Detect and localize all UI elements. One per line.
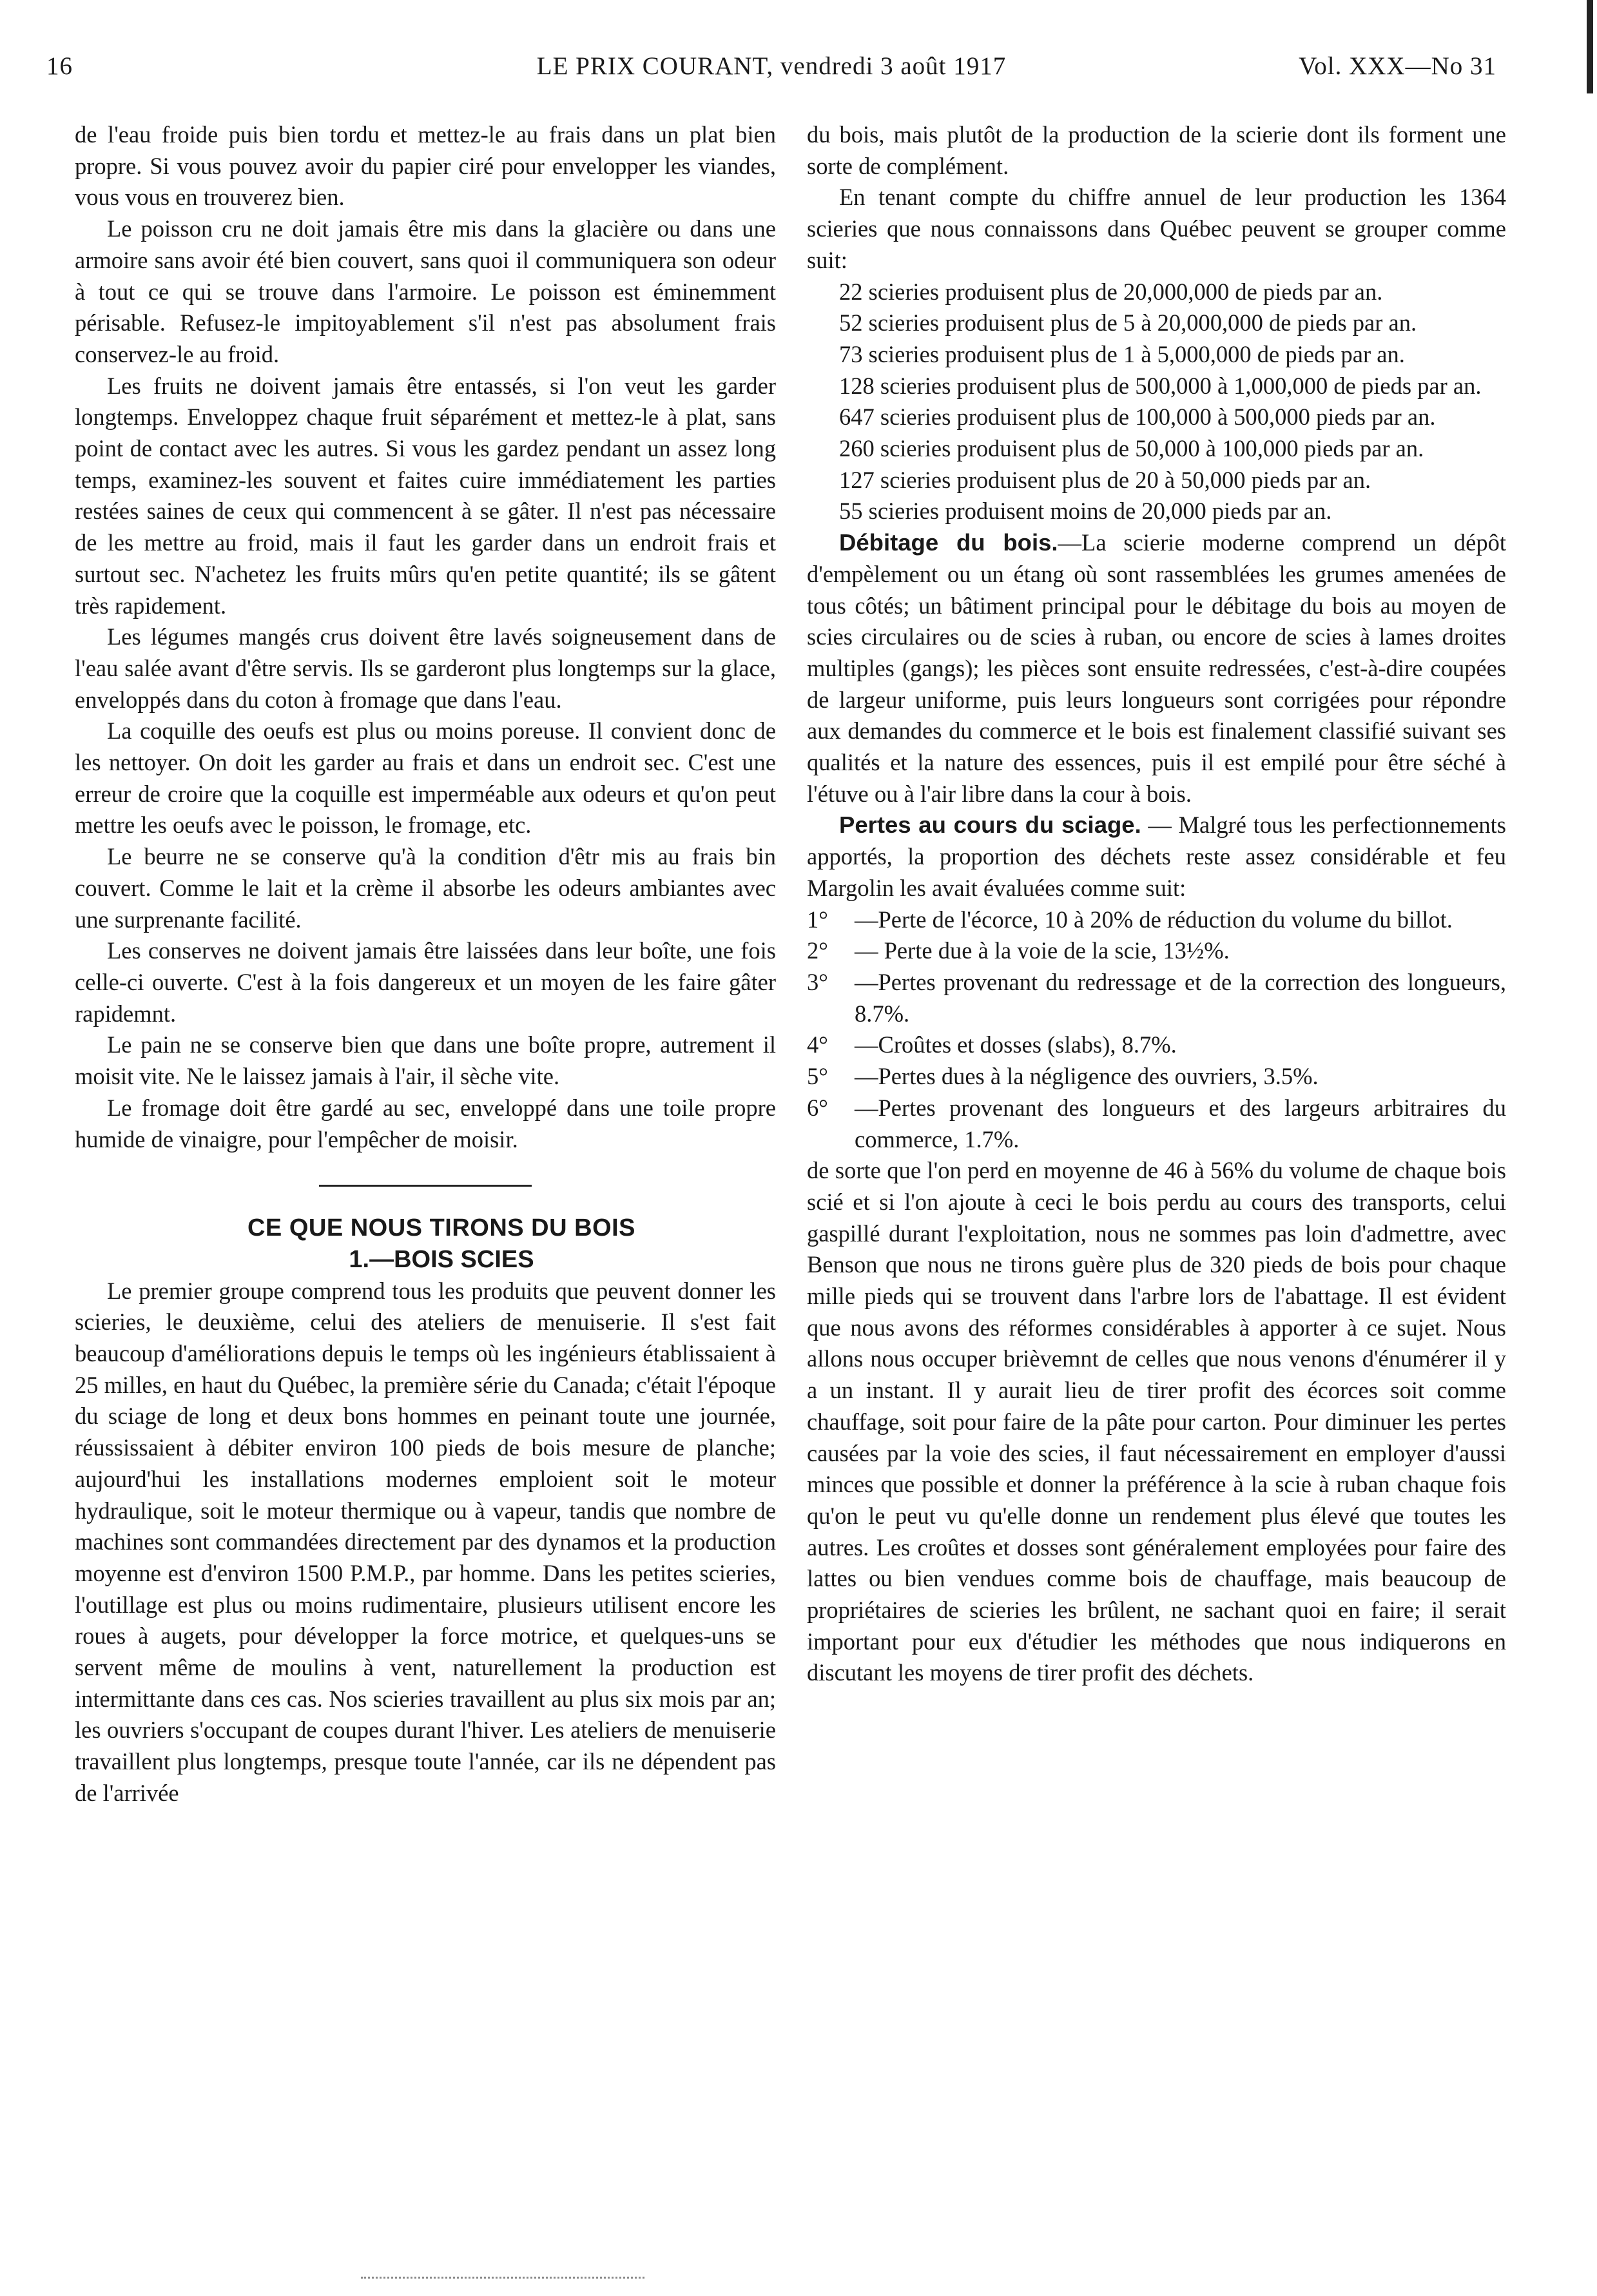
loss-marker: 5° [807, 1063, 828, 1090]
sawmill-stat: 647 scieries produisent plus de 100,000 à 500,000 pieds par an. [839, 404, 1436, 431]
loss-marker: 1° [807, 906, 828, 933]
sawmill-stat: 52 scieries produisent plus de 5 à 20,000,000 de pieds par an. [839, 309, 1417, 336]
paragraph: du bois, mais plutôt de la production de la scierie dont ils forment une sorte de complément. [807, 121, 1506, 179]
sawmill-stat: 260 scieries produisent plus de 50,000 à 100,000 pieds par an. [839, 435, 1424, 462]
loss-item [807, 935, 1506, 967]
loss-text: —Pertes dues à la négligence des ouvriers, 3.5%. [855, 1063, 1319, 1090]
sawmill-stat: 55 scieries produisent moins de 20,000 pieds par an. [839, 498, 1332, 525]
loss-text: —Croûtes et dosses (slabs), 8.7%. [855, 1031, 1177, 1058]
page-edge-bar [1587, 0, 1593, 93]
loss-marker: 3° [807, 968, 828, 995]
paragraph: Le beurre ne se conserve qu'à la condition d'êtr mis au frais bin couvert. Comme le lait et la crème il absorbe les odeurs ambiantes avec une surprenante facilité. [75, 843, 776, 933]
paragraph: de l'eau froide puis bien tordu et mettez-le au frais dans un plat bien propre. Si vous pouvez avoir du papier ciré pour envelopper les viandes, vous vous en trouverez bien. [75, 121, 776, 211]
paragraph: de sorte que l'on perd en moyenne de 46 à 56% du volume de chaque bois scié et si l'on ajoute à ceci le bois perdu au cours des transports, celui gaspillé durant l'exploitation, nous ne sommes pas loin d'admettre, avec Benson que nous ne tirons guère plus de 320 pieds de bois pour chaque mille pieds qui se trouvent dans l'arbre lors de l'abattage. Il est évident que nous avons des réformes considérables à apporter à ce sujet. Nous allons nous occuper brièvemnt de celles que nous venons d'énumérer il y a un instant. Il y aurait lieu de tirer profit des écorces soit comme chauffage, soit pour faire de la pâte pour carton. Pour diminuer les pertes causées par la voie des scies, il faut nécessairement en employer d'aussi minces que possible et donner la préférence à la scie à ruban chaque fois qu'on le peut vu qu'elle donne un rendement plus élevé que toutes les autres. Les croûtes et dosses sont généralement employées pour faire des lattes ou bien vendues comme bois de chauffage, mais beaucoup de propriétaires de scieries les brûlent, ne sachant quoi en faire; il serait important pour eux d'étudier les méthodes que nous indiquerons en discutant les moyens de tirer profit des déchets. [807, 1157, 1506, 1686]
sawmill-stat: 22 scieries produisent plus de 20,000,000 de pieds par an. [839, 278, 1383, 305]
paragraph [807, 810, 1506, 904]
paragraph: Le pain ne se conserve bien que dans une boîte propre, autrement il moisit vite. Ne le laissez jamais à l'air, il sèche vite. [75, 1031, 776, 1090]
loss-item [807, 904, 1506, 936]
paragraph: Les conserves ne doivent jamais être laissées dans leur boîte, une fois celle-ci ouverte. C'est à la fois dangereux et un moyen de les faire gâter rapidemnt. [75, 937, 776, 1027]
loss-item [807, 1061, 1506, 1093]
sawmill-stat: 128 scieries produisent plus de 500,000 à 1,000,000 de pieds par an. [839, 372, 1482, 399]
sawmill-stat: 127 scieries produisent plus de 20 à 50,000 pieds par an. [839, 466, 1371, 493]
footer-dots [361, 2277, 644, 2281]
paragraph [807, 527, 1506, 810]
paragraph-text: — Malgré tous les perfectionnements apportés, la proportion des déchets reste assez considérable et feu Margolin les avait évaluées comme suit: [807, 812, 1506, 901]
loss-item [807, 1029, 1506, 1061]
page-header [46, 52, 1496, 90]
paragraph: La coquille des oeufs est plus ou moins poreuse. Il convient donc de les nettoyer. On doit les garder au frais et dans un endroit sec. C'est une erreur de croire que la coquille est imperméable aux odeurs et qu'on peut mettre les oeufs avec le poisson, le fromage, etc. [75, 717, 776, 839]
loss-marker: 6° [807, 1094, 828, 1121]
run-in-heading: Pertes au cours du sciage. [839, 812, 1141, 839]
run-in-heading: Débitage du bois. [839, 529, 1058, 556]
loss-text: — Perte due à la voie de la scie, 13½%. [855, 937, 1230, 964]
paragraph: En tenant compte du chiffre annuel de leur production les 1364 scieries que nous connaissons dans Québec peuvent se grouper comme suit: [807, 184, 1506, 273]
loss-text: —Pertes provenant des longueurs et des largeurs arbitraires du commerce, 1.7%. [855, 1094, 1506, 1153]
page-number: 16 [46, 52, 73, 80]
loss-text: —Perte de l'écorce, 10 à 20% de réduction du volume du billot. [855, 906, 1453, 933]
paragraph: Le premier groupe comprend tous les produits que peuvent donner les scieries, le deuxième, celui des ateliers de menuiserie. Il s'est fait beaucoup d'améliorations depuis le temps où les ingénieurs établissaient à 25 milles, en haut du Québec, la première série du Canada; c'était l'époque du sciage de long et deux bons hommes en peinant toute une journée, réussissaient à débiter environ 100 pieds de bois mesure de planche; aujourd'hui les installations modernes emploient soit le moteur hydraulique, soit le moteur thermique ou à vapeur, tandis que nombre de machines sont commandées directement par des dynamos et la production moyenne est d'environ 1500 P.M.P., par homme. Dans les petites scieries, l'outillage est plus ou moins rudimentaire, plusieurs utilisent encore les roues à augets, pour développer la force motrice, et quelques-uns se servent même de moulins à vent, naturellement la production est intermittante dans ces cas. Nos scieries travaillent au plus six mois par an; les ouvriers s'occupant de coupes durant l'hiver. Les ateliers de menuiserie travaillent plus longtemps, presque toute l'année, car ils ne dépendent pas de l'arrivée [75, 1277, 776, 1806]
loss-item [807, 1093, 1506, 1155]
paragraph: Les légumes mangés crus doivent être lavés soigneusement dans de l'eau salée avant d'être servis. Ils se garderont plus longtemps sur la glace, enveloppés dans du coton à fromage que dans l'eau. [75, 623, 776, 713]
subsection-heading: 1.—BOIS SCIES [349, 1245, 534, 1273]
publication-title: LE PRIX COURANT, vendredi 3 août 1917 [536, 52, 1007, 80]
paragraph: Le poisson cru ne doit jamais être mis dans la glacière ou dans une armoire sans avoir été bien couvert, sans quoi il communiquera son odeur à tout ce qui se trouve dans l'armoire. Le poisson est éminemment périsable. Refusez-le impitoyablement s'il n'est pas absolument frais conservez-le au froid. [75, 215, 776, 367]
right-column [807, 119, 1506, 1689]
sawmill-stat: 73 scieries produisent plus de 1 à 5,000,000 de pieds par an. [839, 340, 1405, 367]
paragraph: Le fromage doit être gardé au sec, enveloppé dans une toile propre humide de vinaigre, pour l'empêcher de moisir. [75, 1094, 776, 1153]
loss-text: —Pertes provenant du redressage et de la correction des longueurs, 8.7%. [855, 968, 1506, 1027]
paragraph-text: —La scierie moderne comprend un dépôt d'empèlement ou un étang où sont rassemblées les grumes amenées de tous côtés; un bâtiment principal pour le débitage du bois au moyen de scies circulaires ou de scies à ruban, ou encore de scies à lames droites multiples (gangs); les pièces sont ensuite redressées, c'est-à-dire coupées de largeur uniforme, puis leurs longueurs sont corrigées pour répondre aux demandes du commerce et le bois est finalement classifié suivant ses qualités et la nature des essences, puis il est empilé pour être séché à l'étuve ou à l'air libre dans la cour à bois. [807, 529, 1506, 807]
volume-number: Vol. XXX—No 31 [1299, 52, 1496, 80]
section-divider [319, 1185, 532, 1187]
loss-marker: 2° [807, 937, 828, 964]
paragraph: Les fruits ne doivent jamais être entassés, si l'on veut les garder longtemps. Enveloppez chaque fruit séparément et mettez-le à plat, sans point de contact avec les autres. Si vous les gardez pendant un assez long temps, examinez-les souvent et faites cuire immédiatement les parties restées saines de ceux qui commencent à se gâter. Il n'est pas nécessaire de les mettre au froid, mais il faut les garder dans un endroit frais et surtout sec. N'achetez les fruits mûrs qu'en petite quantité; ils se gâtent très rapidement. [75, 372, 776, 619]
loss-item [807, 967, 1506, 1029]
section-heading: CE QUE NOUS TIRONS DU BOIS [247, 1214, 636, 1242]
loss-marker: 4° [807, 1031, 828, 1058]
left-column [75, 119, 776, 1809]
